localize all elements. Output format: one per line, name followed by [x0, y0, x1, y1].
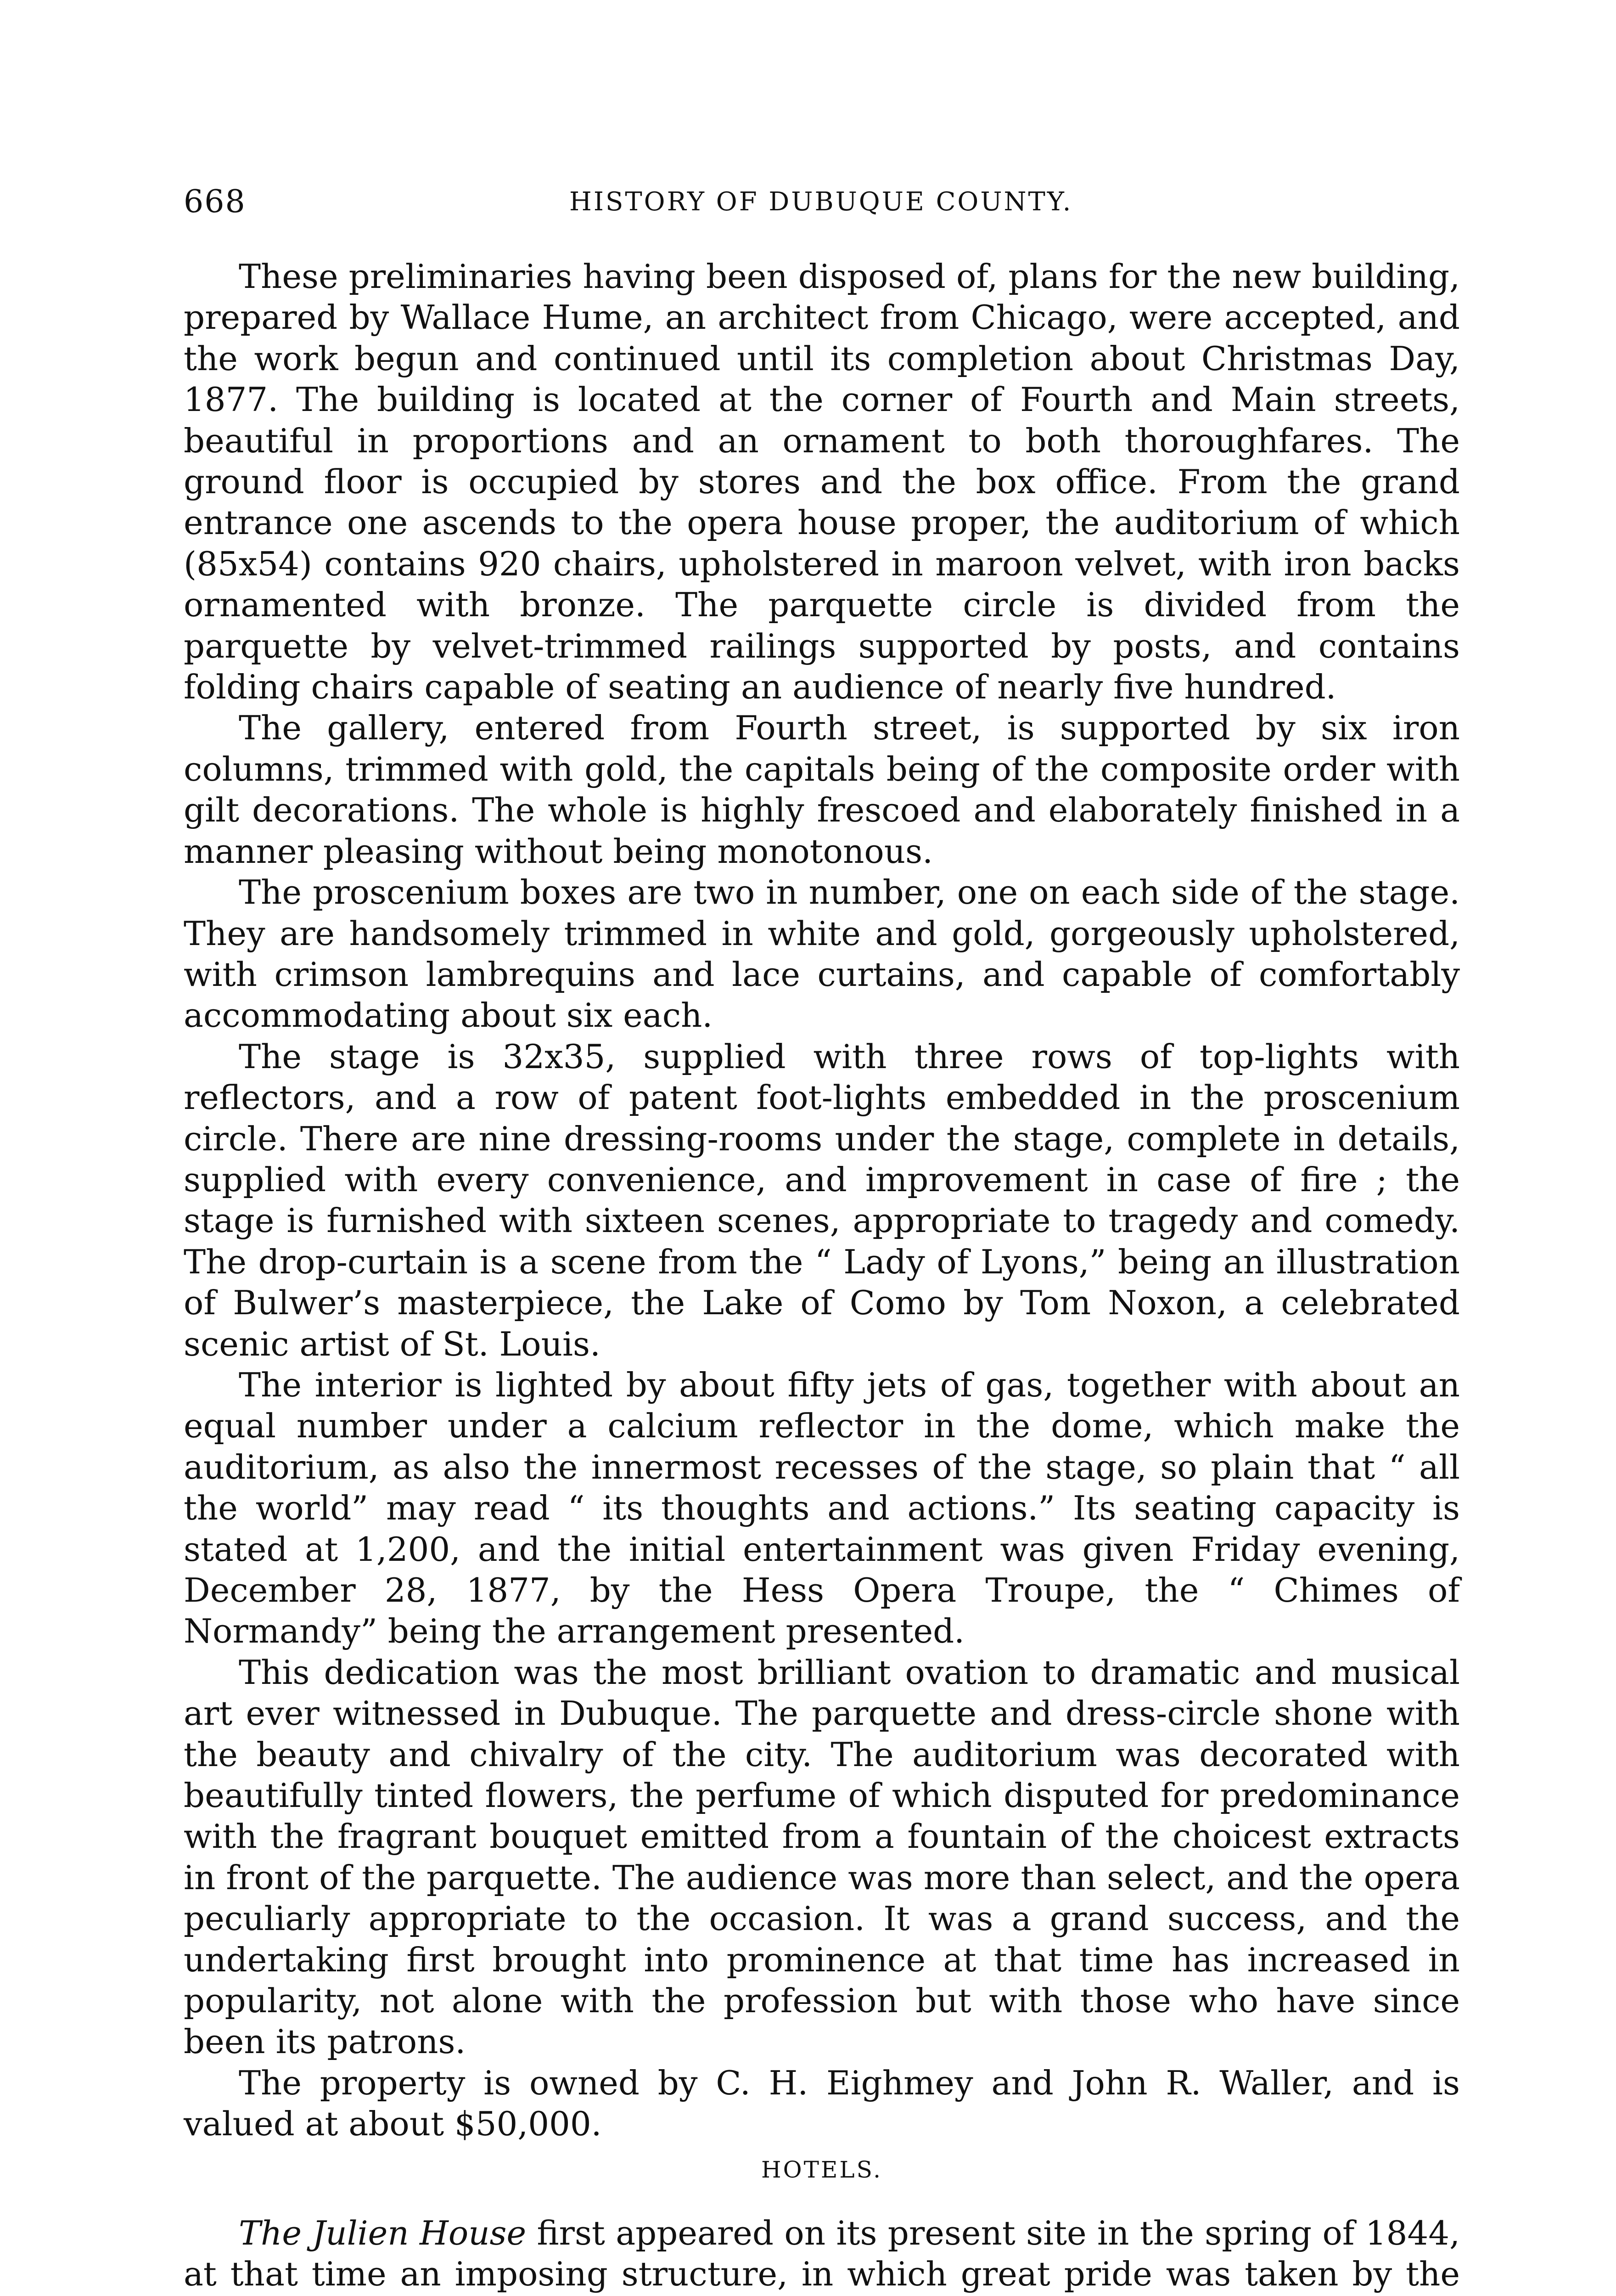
- page-number: 668: [184, 184, 246, 220]
- paragraph-proscenium-boxes: The proscenium boxes are two in number, one on each side of the stage. They are handsomely trimmed in white and gold, gorgeously upholstered, with crimson lambrequins and lace curtains, and capable of comfortably accommodating about six each.: [184, 873, 1460, 1035]
- paragraph-opera-house-building: These preliminaries having been disposed of, plans for the new building, prepared by Wallace Hume, an architect from Chicago, were accepted, and the work begun and continued until its completion about Christmas Day, 1877. The building is located at the corner of Fourth and Main streets, beautiful in proportions and an ornament to both thoroughfares. The ground floor is occupied by stores and the box office. From the grand entrance one ascends to the opera house proper, the auditorium of which (85x54) contains 920 chairs, upholstered in maroon velvet, with iron backs ornamented with bronze. The parquette circle is divided from the parquette by velvet-trimmed railings supported by posts, and contains folding chairs capable of seating an audience of nearly five hundred.: [184, 257, 1460, 707]
- section-heading-hotels: HOTELS.: [761, 2156, 882, 2183]
- body-text: [184, 256, 1460, 2296]
- julien-house-text: first appeared on its present site in the spring of 1844, at that time an imposing structure, in which great pride was taken by the: [184, 2213, 1460, 2294]
- paragraph-gallery: The gallery, entered from Fourth street, is supported by six iron columns, trimmed with gold, the capitals being of the composite order with gilt decorations. The whole is highly frescoed and elaborately finished in a manner pleasing without being monotonous.: [184, 709, 1460, 871]
- julien-house-name: The Julien House: [239, 2213, 527, 2252]
- running-head: [184, 184, 1460, 220]
- paragraph-dedication: This dedication was the most brilliant ovation to dramatic and musical art ever witnessed in Dubuque. The parquette and dress-circle shone with the beauty and chivalry of the city. The auditorium was decorated with beautifully tinted flowers, the perfume of which disputed for predominance with the fragrant bouquet emitted from a fountain of the choicest extracts in front of the parquette. The audience was more than select, and the opera peculiarly appropriate to the occasion. It was a grand success, and the undertaking first brought into prominence at that time has increased in popularity, not alone with the profession but with those who have since been its patrons.: [184, 1653, 1460, 2061]
- paragraph-property: The property is owned by C. H. Eighmey and John R. Waller, and is valued at about $50,000.: [184, 2063, 1460, 2144]
- running-title: HISTORY OF DUBUQUE COUNTY.: [569, 187, 1073, 217]
- paragraph-stage: The stage is 32x35, supplied with three rows of top-lights with reflectors, and a row of patent foot-lights embedded in the proscenium circle. There are nine dressing-rooms under the stage, complete in details, supplied with every convenience, and improvement in case of fire ; the stage is furnished with sixteen scenes, appropriate to tragedy and comedy. The drop-curtain is a scene from the “ Lady of Lyons,” being an illustration of Bulwer’s masterpiece, the Lake of Como by Tom Noxon, a celebrated scenic artist of St. Louis.: [184, 1037, 1460, 1363]
- paragraph-julien-house: [184, 2213, 1460, 2296]
- paragraph-interior-lighting: The interior is lighted by about fifty jets of gas, together with about an equal number under a calcium reflector in the dome, which make the auditorium, as also the innermost recesses of the stage, so plain that “ all the world” may read “ its thoughts and actions.” Its seating capacity is stated at 1,200, and the initial entertainment was given Friday evening, December 28, 1877, by the Hess Opera Troupe, the “ Chimes of Normandy” being the arrangement presented.: [184, 1365, 1460, 1651]
